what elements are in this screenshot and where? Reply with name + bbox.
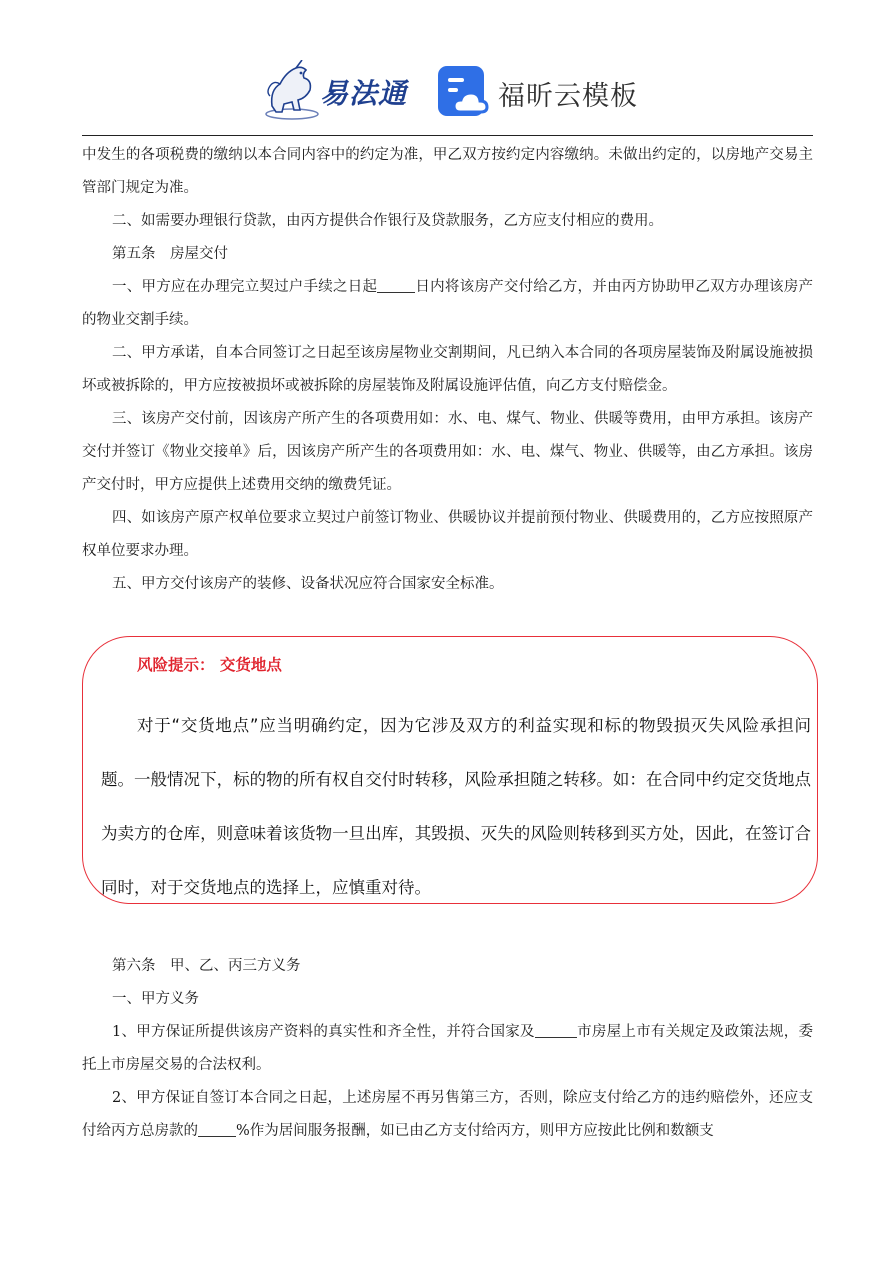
header-divider xyxy=(82,135,813,136)
days-blank xyxy=(377,278,415,293)
delivery-1-text-b: 日内将该房产交付给乙方，并由丙方协助甲乙双方办理该房产的物业交割手续。 xyxy=(82,279,814,328)
obligation-1-text-a: 1、甲方保证所提供该房产资料的真实性和齐全性，并符合国家及 xyxy=(112,1024,535,1040)
paragraph-tax-continuation: 中发生的各项税费的缴纳以本合同内容中的约定为准，甲乙双方按约定内容缴纳。未做出约定的，以房地产交易主管部门规定为准。 xyxy=(82,147,813,196)
city-blank xyxy=(535,1023,577,1038)
contract-section-article-5 xyxy=(82,139,813,601)
article-6-heading: 第六条 甲、乙、丙三方义务 xyxy=(112,958,301,974)
yifatong-logo xyxy=(262,60,422,122)
page-header xyxy=(0,0,893,136)
obligation-1-text-b: 市房屋上市有关规定及政策法规，委托上市房屋交易的合法权利。 xyxy=(82,1024,813,1073)
unicorn-emblem-icon xyxy=(262,60,322,122)
obligation-2-text-b: %作为居间服务报酬，如已由乙方支付给丙方，则甲方应按此比例和数额支 xyxy=(236,1123,714,1139)
paragraph-delivery-5: 五、甲方交付该房产的装修、设备状况应符合国家安全标准。 xyxy=(112,576,504,592)
paragraph-obligation-1 xyxy=(82,1016,813,1082)
article-5-heading: 第五条 房屋交付 xyxy=(112,246,228,262)
risk-tip-box xyxy=(82,636,818,904)
percent-blank xyxy=(198,1122,236,1137)
risk-tip-body xyxy=(101,699,811,915)
paragraph-obligation-2 xyxy=(82,1082,813,1148)
paragraph-delivery-1 xyxy=(82,271,813,337)
fuxinyun-logo xyxy=(436,64,656,120)
obligation-2-text-a: 2、甲方保证自签订本合同之日起，上述房屋不再另售第三方，否则，除应支付给乙方的违约赔偿外，还应支付给丙方总房款的 xyxy=(82,1090,813,1139)
paragraph-delivery-4: 四、如该房产原产权单位要求立契过户前签订物业、供暖协议并提前预付物业、供暖费用的，乙方应按照原产权单位要求办理。 xyxy=(82,510,813,559)
paragraph-delivery-3: 三、该房产交付前，因该房产所产生的各项费用如：水、电、煤气、物业、供暖等费用，由甲方承担。该房产交付并签订《物业交接单》后，因该房产所产生的各项费用如：水、电、煤气、物业、供暖等，由乙方承担。该房产交付时，甲方应提供上述费用交纳的缴费凭证。 xyxy=(82,411,813,493)
cloud-document-icon xyxy=(436,64,492,120)
risk-tip-text: 对于“交货地点”应当明确约定，因为它涉及双方的利益实现和标的物毁损灭失风险承担问题。一般情况下，标的物的所有权自交付时转移，风险承担随之转移。如：在合同中约定交货地点为卖方的仓库，则意味着该货物一旦出库，其毁损、灭失的风险则转移到买方处，因此，在签订合同时，对于交货地点的选择上，应慎重对待。 xyxy=(101,716,811,897)
paragraph-bank-loan: 二、如需要办理银行贷款，由丙方提供合作银行及贷款服务，乙方应支付相应的费用。 xyxy=(112,213,663,229)
risk-tip-title: 风险提示： 交货地点 xyxy=(137,656,282,674)
paragraph-delivery-2: 二、甲方承诺，自本合同签订之日起至该房屋物业交割期间，凡已纳入本合同的各项房屋装饰及附属设施被损坏或被拆除的，甲方应按被损坏或被拆除的房屋装饰及附属设施评估值，向乙方支付赔偿金。 xyxy=(82,345,813,394)
contract-section-article-6 xyxy=(82,950,813,1148)
logo-right-text: 福昕云模板 xyxy=(498,81,638,112)
delivery-1-text-a: 一、甲方应在办理完立契过户手续之日起 xyxy=(112,279,378,295)
party-a-obligations-heading: 一、甲方义务 xyxy=(112,991,199,1007)
logo-left-text: 易法通 xyxy=(320,77,408,110)
